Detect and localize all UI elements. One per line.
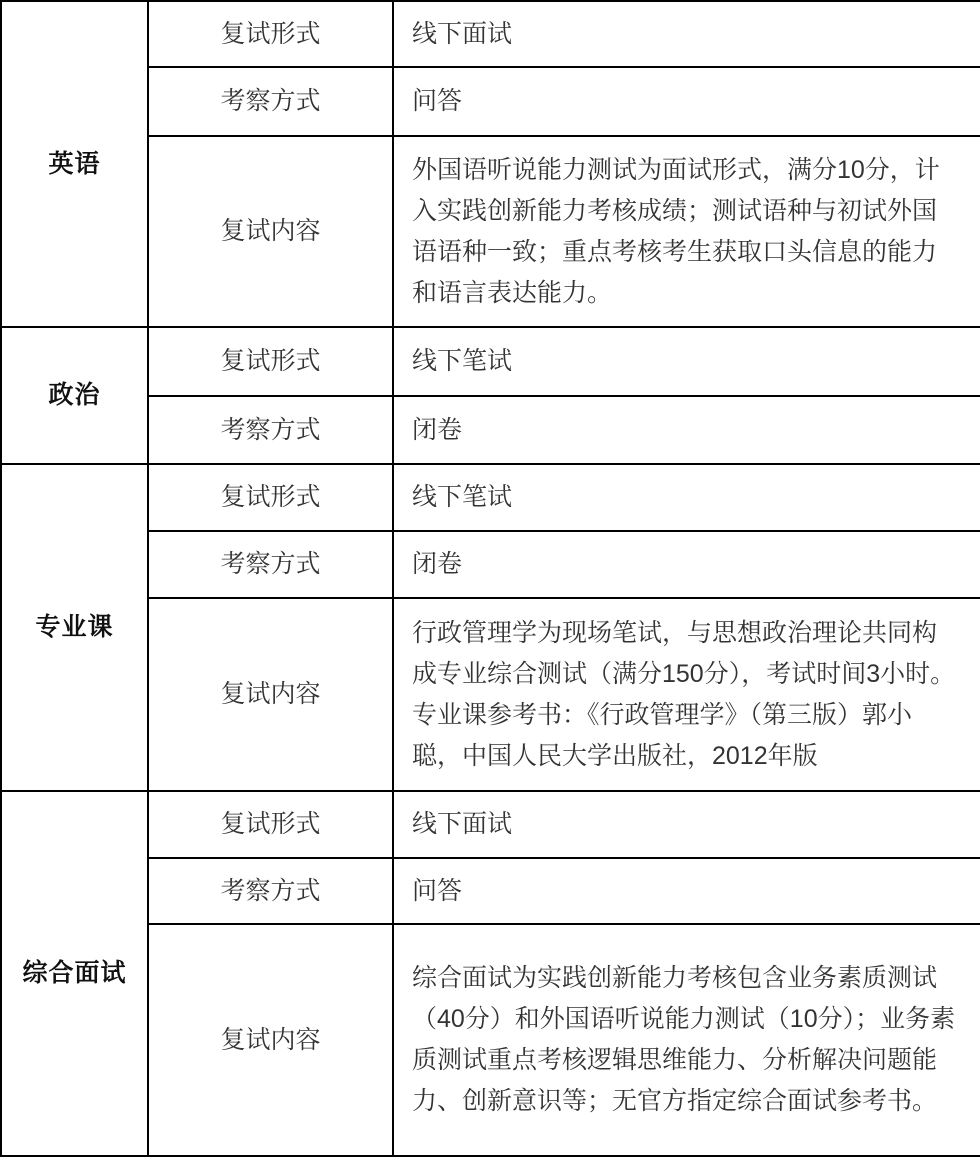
row-value: 线下笔试 — [393, 327, 980, 396]
row-label: 复试内容 — [148, 598, 393, 791]
table-row — [1, 464, 980, 531]
row-value: 闭卷 — [393, 531, 980, 598]
row-label: 复试形式 — [148, 1, 393, 67]
row-label: 考察方式 — [148, 67, 393, 136]
row-value: 外国语听说能力测试为面试形式，满分10分，计入实践创新能力考核成绩；测试语种与初试外国语语种一致；重点考核考生获取口头信息的能力和语言表达能力。 — [393, 136, 980, 327]
table-row — [1, 67, 980, 136]
row-label: 复试形式 — [148, 791, 393, 858]
table-row — [1, 531, 980, 598]
row-label: 考察方式 — [148, 531, 393, 598]
row-value: 闭卷 — [393, 396, 980, 464]
table-row — [1, 136, 980, 327]
subject-cell-comprehensive-interview: 综合面试 — [1, 791, 148, 1156]
row-label: 考察方式 — [148, 396, 393, 464]
row-label: 复试内容 — [148, 136, 393, 327]
row-label: 复试形式 — [148, 327, 393, 396]
row-value: 线下面试 — [393, 791, 980, 858]
subject-cell-politics: 政治 — [1, 327, 148, 464]
table-row — [1, 598, 980, 791]
table-row — [1, 396, 980, 464]
subject-cell-english: 英语 — [1, 1, 148, 327]
table-row — [1, 1, 980, 67]
row-value: 行政管理学为现场笔试，与思想政治理论共同构成专业综合测试（满分150分），考试时间3小时。专业课参考书：《行政管理学》（第三版）郭小聪，中国人民大学出版社，2012年版 — [393, 598, 980, 791]
table-row — [1, 858, 980, 924]
table-row — [1, 924, 980, 1156]
subject-cell-major-course: 专业课 — [1, 464, 148, 791]
row-value: 问答 — [393, 858, 980, 924]
table-row — [1, 327, 980, 396]
row-label: 复试内容 — [148, 924, 393, 1156]
row-value: 线下面试 — [393, 1, 980, 67]
table-row — [1, 791, 980, 858]
row-value: 综合面试为实践创新能力考核包含业务素质测试（40分）和外国语听说能力测试（10分）；业务素质测试重点考核逻辑思维能力、分析解决问题能力、创新意识等；无官方指定综合面试参考书。 — [393, 924, 980, 1156]
row-label: 考察方式 — [148, 858, 393, 924]
row-label: 复试形式 — [148, 464, 393, 531]
row-value: 问答 — [393, 67, 980, 136]
row-value: 线下笔试 — [393, 464, 980, 531]
